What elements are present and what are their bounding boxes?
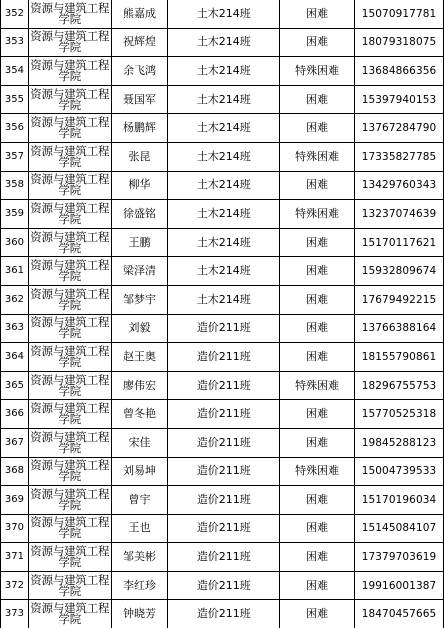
difficulty-level-cell[interactable]: 特殊困难 [280, 371, 355, 400]
phone-cell[interactable]: 19845288123 [355, 428, 444, 457]
class-cell[interactable]: 土木214班 [168, 200, 280, 229]
student-name-cell[interactable]: 刘毅 [111, 314, 168, 343]
difficulty-level-cell[interactable]: 特殊困难 [280, 57, 355, 86]
table-row [1, 343, 444, 372]
phone-cell[interactable]: 13766388164 [355, 314, 444, 343]
phone-cell[interactable]: 17679492215 [355, 285, 444, 314]
phone-cell[interactable]: 18296755753 [355, 371, 444, 400]
student-name-cell[interactable]: 李红珍 [111, 571, 168, 600]
phone-cell[interactable]: 17379703619 [355, 543, 444, 572]
student-name-cell[interactable]: 徐盛铭 [111, 200, 168, 229]
class-cell[interactable]: 造价211班 [168, 314, 280, 343]
department-cell[interactable]: 资源与建筑工程学院 [28, 200, 111, 229]
row-number-cell[interactable]: 363 [1, 314, 29, 343]
class-cell[interactable]: 土木214班 [168, 171, 280, 200]
class-cell[interactable]: 土木214班 [168, 142, 280, 171]
row-number-cell[interactable]: 352 [1, 0, 29, 28]
phone-cell[interactable]: 15770525318 [355, 400, 444, 429]
department-cell[interactable]: 资源与建筑工程学院 [28, 0, 111, 28]
row-number-cell[interactable]: 361 [1, 257, 29, 286]
difficulty-level-cell[interactable]: 特殊困难 [280, 457, 355, 486]
department-cell[interactable]: 资源与建筑工程学院 [28, 400, 111, 429]
class-cell[interactable]: 造价211班 [168, 428, 280, 457]
phone-cell[interactable]: 15170117621 [355, 228, 444, 257]
student-name-cell[interactable]: 王鹏 [111, 228, 168, 257]
difficulty-level-cell[interactable]: 困难 [280, 285, 355, 314]
table-row [1, 457, 444, 486]
difficulty-level-cell[interactable]: 困难 [280, 114, 355, 143]
class-cell[interactable]: 土木214班 [168, 28, 280, 57]
class-cell[interactable]: 土木214班 [168, 114, 280, 143]
row-number-cell[interactable]: 370 [1, 514, 29, 543]
department-cell[interactable]: 资源与建筑工程学院 [28, 85, 111, 114]
row-number-cell[interactable]: 354 [1, 57, 29, 86]
student-name-cell[interactable]: 杨鹏辉 [111, 114, 168, 143]
row-number-cell[interactable]: 364 [1, 343, 29, 372]
department-cell[interactable]: 资源与建筑工程学院 [28, 514, 111, 543]
table-row [1, 543, 444, 572]
student-name-cell[interactable]: 熊嘉成 [111, 0, 168, 28]
difficulty-level-cell[interactable]: 困难 [280, 314, 355, 343]
student-name-cell[interactable]: 曾宇 [111, 486, 168, 515]
student-name-cell[interactable]: 宋佳 [111, 428, 168, 457]
class-cell[interactable]: 土木214班 [168, 257, 280, 286]
row-number-cell[interactable]: 373 [1, 600, 29, 628]
difficulty-level-cell[interactable]: 困难 [280, 171, 355, 200]
department-cell[interactable]: 资源与建筑工程学院 [28, 343, 111, 372]
student-name-cell[interactable]: 邹美彬 [111, 543, 168, 572]
student-name-cell[interactable]: 祝辉煌 [111, 28, 168, 57]
class-cell[interactable]: 造价211班 [168, 514, 280, 543]
phone-cell[interactable]: 19916001387 [355, 571, 444, 600]
department-cell[interactable]: 资源与建筑工程学院 [28, 142, 111, 171]
department-cell[interactable]: 资源与建筑工程学院 [28, 257, 111, 286]
phone-cell[interactable]: 15170196034 [355, 486, 444, 515]
department-cell[interactable]: 资源与建筑工程学院 [28, 228, 111, 257]
class-cell[interactable]: 土木214班 [168, 85, 280, 114]
difficulty-level-cell[interactable]: 困难 [280, 428, 355, 457]
row-number-cell[interactable]: 357 [1, 142, 29, 171]
difficulty-level-cell[interactable]: 困难 [280, 600, 355, 628]
difficulty-level-cell[interactable]: 特殊困难 [280, 200, 355, 229]
department-cell[interactable]: 资源与建筑工程学院 [28, 571, 111, 600]
difficulty-level-cell[interactable]: 困难 [280, 486, 355, 515]
student-name-cell[interactable]: 余飞鸿 [111, 57, 168, 86]
table-row [1, 314, 444, 343]
student-name-cell[interactable]: 梁泽清 [111, 257, 168, 286]
phone-cell[interactable]: 13767284790 [355, 114, 444, 143]
phone-cell[interactable]: 15070917781 [355, 0, 444, 28]
department-cell[interactable]: 资源与建筑工程学院 [28, 457, 111, 486]
row-number-cell[interactable]: 367 [1, 428, 29, 457]
row-number-cell[interactable]: 356 [1, 114, 29, 143]
phone-cell[interactable]: 15932809674 [355, 257, 444, 286]
student-name-cell[interactable]: 刘易坤 [111, 457, 168, 486]
difficulty-level-cell[interactable]: 困难 [280, 571, 355, 600]
class-cell[interactable]: 造价211班 [168, 600, 280, 628]
table-row [1, 57, 444, 86]
class-cell[interactable]: 造价211班 [168, 486, 280, 515]
table-row [1, 571, 444, 600]
table-row [1, 371, 444, 400]
department-cell[interactable]: 资源与建筑工程学院 [28, 314, 111, 343]
department-cell[interactable]: 资源与建筑工程学院 [28, 285, 111, 314]
department-cell[interactable]: 资源与建筑工程学院 [28, 486, 111, 515]
table-row [1, 514, 444, 543]
difficulty-level-cell[interactable]: 困难 [280, 85, 355, 114]
difficulty-level-cell[interactable]: 困难 [280, 343, 355, 372]
department-cell[interactable]: 资源与建筑工程学院 [28, 114, 111, 143]
table-row [1, 285, 444, 314]
phone-cell[interactable]: 18155790861 [355, 343, 444, 372]
table-row [1, 0, 444, 28]
table-row [1, 142, 444, 171]
department-cell[interactable]: 资源与建筑工程学院 [28, 171, 111, 200]
table-row [1, 257, 444, 286]
student-name-cell[interactable]: 赵王奥 [111, 343, 168, 372]
row-number-cell[interactable]: 359 [1, 200, 29, 229]
table-body [1, 0, 444, 628]
phone-cell[interactable]: 13429760343 [355, 171, 444, 200]
department-cell[interactable]: 资源与建筑工程学院 [28, 543, 111, 572]
difficulty-level-cell[interactable]: 困难 [280, 543, 355, 572]
phone-cell[interactable]: 13684866356 [355, 57, 444, 86]
difficulty-level-cell[interactable]: 困难 [280, 400, 355, 429]
row-number-cell[interactable]: 360 [1, 228, 29, 257]
row-number-cell[interactable]: 369 [1, 486, 29, 515]
department-cell[interactable]: 资源与建筑工程学院 [28, 28, 111, 57]
row-number-cell[interactable]: 353 [1, 28, 29, 57]
department-cell[interactable]: 资源与建筑工程学院 [28, 57, 111, 86]
student-name-cell[interactable]: 邹梦宇 [111, 285, 168, 314]
row-number-cell[interactable]: 372 [1, 571, 29, 600]
difficulty-level-cell[interactable]: 困难 [280, 514, 355, 543]
class-cell[interactable]: 土木214班 [168, 285, 280, 314]
phone-cell[interactable]: 15004739533 [355, 457, 444, 486]
row-number-cell[interactable]: 368 [1, 457, 29, 486]
difficulty-level-cell[interactable]: 困难 [280, 257, 355, 286]
difficulty-level-cell[interactable]: 困难 [280, 228, 355, 257]
phone-cell[interactable]: 18079318075 [355, 28, 444, 57]
class-cell[interactable]: 造价211班 [168, 400, 280, 429]
department-cell[interactable]: 资源与建筑工程学院 [28, 600, 111, 628]
class-cell[interactable]: 土木214班 [168, 0, 280, 28]
class-cell[interactable]: 造价211班 [168, 571, 280, 600]
class-cell[interactable]: 造价211班 [168, 371, 280, 400]
phone-cell[interactable]: 15145084107 [355, 514, 444, 543]
student-name-cell[interactable]: 聂国军 [111, 85, 168, 114]
student-name-cell[interactable]: 王也 [111, 514, 168, 543]
department-cell[interactable]: 资源与建筑工程学院 [28, 428, 111, 457]
table-row [1, 200, 444, 229]
table-row [1, 400, 444, 429]
table-row [1, 114, 444, 143]
student-name-cell[interactable]: 柳华 [111, 171, 168, 200]
difficulty-level-cell[interactable]: 特殊困难 [280, 142, 355, 171]
student-name-cell[interactable]: 曾冬艳 [111, 400, 168, 429]
row-number-cell[interactable]: 366 [1, 400, 29, 429]
phone-cell[interactable]: 17335827785 [355, 142, 444, 171]
row-number-cell[interactable]: 358 [1, 171, 29, 200]
student-name-cell[interactable]: 廖伟宏 [111, 371, 168, 400]
table-row [1, 600, 444, 628]
phone-cell[interactable]: 18470457665 [355, 600, 444, 628]
table-row [1, 428, 444, 457]
row-number-cell[interactable]: 371 [1, 543, 29, 572]
difficulty-level-cell[interactable]: 困难 [280, 0, 355, 28]
phone-cell[interactable]: 13237074639 [355, 200, 444, 229]
difficulty-level-cell[interactable]: 困难 [280, 28, 355, 57]
table-row [1, 28, 444, 57]
row-number-cell[interactable]: 362 [1, 285, 29, 314]
table-row [1, 171, 444, 200]
class-cell[interactable]: 土木214班 [168, 228, 280, 257]
class-cell[interactable]: 造价211班 [168, 343, 280, 372]
table-row [1, 486, 444, 515]
row-number-cell[interactable]: 355 [1, 85, 29, 114]
student-name-cell[interactable]: 钟晓芳 [111, 600, 168, 628]
student-name-cell[interactable]: 张昆 [111, 142, 168, 171]
row-number-cell[interactable]: 365 [1, 371, 29, 400]
phone-cell[interactable]: 15397940153 [355, 85, 444, 114]
class-cell[interactable]: 土木214班 [168, 57, 280, 86]
class-cell[interactable]: 造价211班 [168, 457, 280, 486]
table-row [1, 228, 444, 257]
department-cell[interactable]: 资源与建筑工程学院 [28, 371, 111, 400]
table-row [1, 85, 444, 114]
class-cell[interactable]: 造价211班 [168, 543, 280, 572]
